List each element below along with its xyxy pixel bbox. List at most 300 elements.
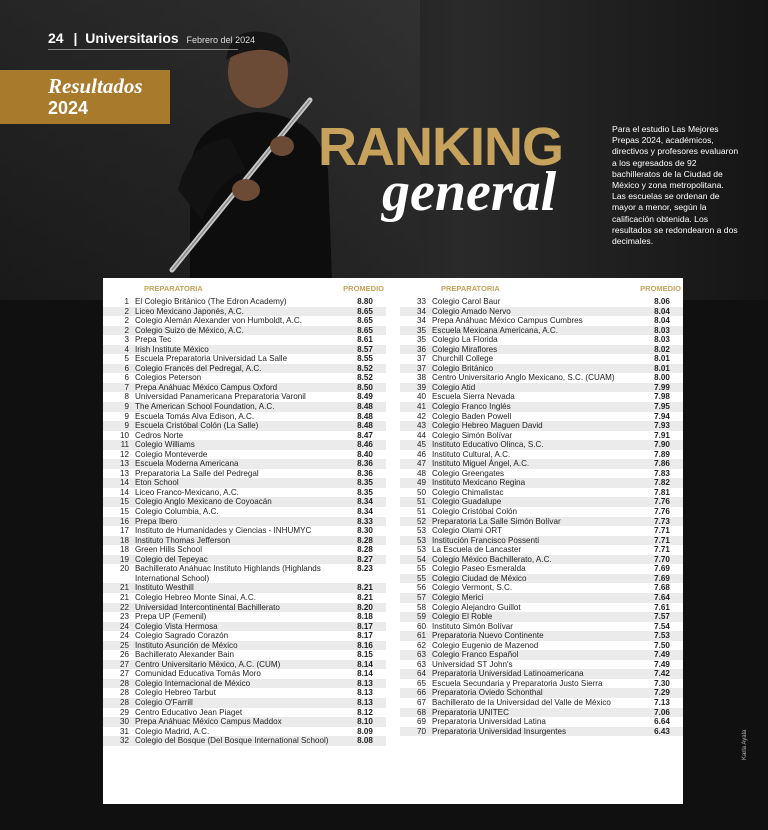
table-row <box>103 536 386 546</box>
average-score: 8.20 <box>357 602 373 612</box>
table-row <box>400 679 683 689</box>
rank-number: 46 <box>416 449 426 459</box>
school-name: Colegio Alemán Alexander von Humboldt, A.C. <box>135 316 302 326</box>
average-score: 8.01 <box>654 363 670 373</box>
rank-number: 19 <box>119 554 129 564</box>
average-score: 8.04 <box>654 316 670 326</box>
rank-number: 65 <box>416 678 426 688</box>
school-name: Colegios Peterson <box>135 373 202 383</box>
table-row <box>103 679 386 689</box>
school-name: Prepa Tec <box>135 335 172 345</box>
average-score: 8.50 <box>357 382 373 392</box>
school-name: Colegio Miraflores <box>432 344 498 354</box>
table-row <box>400 507 683 517</box>
school-name: Preparatoria La Salle Simón Bolívar <box>432 516 561 526</box>
rank-number: 36 <box>416 344 426 354</box>
school-name: La Escuela de Lancaster <box>432 545 522 555</box>
rank-number: 27 <box>119 669 129 679</box>
school-name: Prepa Anáhuac México Campus Maddox <box>135 717 282 727</box>
rank-number: 6 <box>124 373 129 383</box>
average-score: 7.76 <box>654 507 670 517</box>
rank-number: 55 <box>416 564 426 574</box>
school-name: Universidad ST John's <box>432 659 513 669</box>
table-row <box>400 459 683 469</box>
rank-number: 34 <box>416 316 426 326</box>
school-name: Prepa Anáhuac México Campus Oxford <box>135 382 278 392</box>
average-score: 8.14 <box>357 659 373 669</box>
rank-number: 63 <box>416 650 426 660</box>
average-score: 7.57 <box>654 612 670 622</box>
table-row <box>103 478 386 488</box>
rank-number: 37 <box>416 354 426 364</box>
table-row <box>103 354 386 364</box>
table-row <box>400 316 683 326</box>
average-score: 7.49 <box>654 659 670 669</box>
school-name: Universidad Intercontinental Bachillerato <box>135 602 280 612</box>
school-name: Preparatoria Nuevo Continente <box>432 631 544 641</box>
rank-number: 17 <box>119 526 129 536</box>
average-score: 7.83 <box>654 468 670 478</box>
rank-number: 2 <box>124 325 129 335</box>
table-row <box>103 402 386 412</box>
school-name: Colegio Hebreo Monte Sinai, A.C. <box>135 592 257 602</box>
table-row <box>400 354 683 364</box>
rank-number: 23 <box>119 612 129 622</box>
table-row <box>103 669 386 679</box>
average-score: 8.36 <box>357 459 373 469</box>
average-score: 8.21 <box>357 583 373 593</box>
average-score: 8.36 <box>357 468 373 478</box>
table-row <box>103 326 386 336</box>
table-row <box>400 326 683 336</box>
average-score: 8.52 <box>357 373 373 383</box>
average-score: 8.65 <box>357 316 373 326</box>
school-name: Preparatoria UNITEC <box>432 707 509 717</box>
rows-left <box>103 297 386 746</box>
rank-number: 57 <box>416 592 426 602</box>
rank-number: 22 <box>119 602 129 612</box>
school-name: Escuela Secundaria y Preparatoria Justo Sierra <box>432 678 603 688</box>
ranking-column-left <box>103 278 386 746</box>
average-score: 8.46 <box>357 440 373 450</box>
average-score: 7.89 <box>654 449 670 459</box>
average-score: 7.71 <box>654 526 670 536</box>
average-score: 8.35 <box>357 487 373 497</box>
results-tag-label: Resultados <box>48 74 143 98</box>
school-name: Colegio Internacional de México <box>135 678 251 688</box>
rank-number: 9 <box>124 421 129 431</box>
rank-number: 14 <box>119 487 129 497</box>
school-name: Escuela Sierra Nevada <box>432 392 515 402</box>
school-name: Colegio Simón Bolívar <box>432 430 513 440</box>
rank-number: 48 <box>416 468 426 478</box>
table-row <box>400 517 683 527</box>
table-row <box>103 564 386 583</box>
school-name: Colegio Carol Baur <box>432 297 501 306</box>
table-row <box>103 450 386 460</box>
table-row <box>400 345 683 355</box>
average-score: 7.13 <box>654 697 670 707</box>
intro-text: Para el estudio Las Mejores Prepas 2024, académicos, directivos y profesores evaluaron a los egresados de 92 bachilleratos de la Ciudad de México y zona metropolitana. Las escuelas se ordenan de mayor a menor, según la calificación obtenida. Los resultados se redondearon a dos decimales. <box>612 124 739 247</box>
school-name: Colegio Cristóbal Colón <box>432 507 518 517</box>
photo-credit: Karla Ayala <box>742 729 748 760</box>
rank-number: 67 <box>416 697 426 707</box>
rank-number: 62 <box>416 640 426 650</box>
average-score: 7.61 <box>654 602 670 612</box>
hero-photo-area <box>0 0 768 300</box>
rank-number: 38 <box>416 373 426 383</box>
school-name: Colegio Franco Inglés <box>432 402 511 412</box>
table-row <box>400 698 683 708</box>
average-score: 8.47 <box>357 430 373 440</box>
school-name: Comunidad Educativa Tomás Moro <box>135 669 261 679</box>
rank-number: 24 <box>119 631 129 641</box>
school-name: Prepa Ibero <box>135 516 178 526</box>
rank-number: 63 <box>416 659 426 669</box>
section-name: Universitarios <box>85 30 179 46</box>
table-row <box>103 297 386 307</box>
school-name: Institución Francisco Possenti <box>432 535 540 545</box>
table-row <box>400 545 683 555</box>
header-score: PROMEDIO <box>343 284 384 293</box>
school-name: Preparatoria Universidad Insurgentes <box>432 726 567 736</box>
school-name: Colegio Hebreo Maguen David <box>432 421 543 431</box>
rank-number: 10 <box>119 430 129 440</box>
table-row <box>103 431 386 441</box>
rank-number: 25 <box>119 640 129 650</box>
table-row <box>103 526 386 536</box>
table-row <box>400 688 683 698</box>
table-row <box>103 412 386 422</box>
rows-right <box>400 297 683 736</box>
average-score: 8.35 <box>357 478 373 488</box>
school-name: Liceo Franco-Mexicano, A.C. <box>135 487 239 497</box>
school-name: Instituto Westhill <box>135 583 194 593</box>
rank-number: 39 <box>416 382 426 392</box>
table-row <box>103 622 386 632</box>
rank-number: 3 <box>124 335 129 345</box>
table-row <box>103 488 386 498</box>
school-name: Instituto Cultural, A.C. <box>432 449 511 459</box>
average-score: 7.71 <box>654 535 670 545</box>
school-name: Colegio Amado Nervo <box>432 306 511 316</box>
issue-date: Febrero del 2024 <box>186 35 256 45</box>
table-row <box>103 383 386 393</box>
rank-number: 59 <box>416 612 426 622</box>
rank-number: 47 <box>416 459 426 469</box>
table-row <box>103 345 386 355</box>
average-score: 8.61 <box>357 335 373 345</box>
table-row <box>400 583 683 593</box>
table-row <box>400 469 683 479</box>
table-row <box>400 402 683 412</box>
rank-number: 66 <box>416 688 426 698</box>
school-name: Preparatoria Universidad Latinoamericana <box>432 669 584 679</box>
rank-number: 52 <box>416 516 426 526</box>
school-name: Eton School <box>135 478 179 488</box>
average-score: 8.06 <box>654 297 670 306</box>
average-score: 8.49 <box>357 392 373 402</box>
rank-number: 33 <box>416 297 426 306</box>
rank-number: 40 <box>416 392 426 402</box>
average-score: 7.86 <box>654 459 670 469</box>
school-name: Green Hills School <box>135 545 203 555</box>
rank-number: 34 <box>416 306 426 316</box>
table-row <box>103 316 386 326</box>
rank-number: 24 <box>119 621 129 631</box>
average-score: 8.03 <box>654 325 670 335</box>
rank-number: 15 <box>119 497 129 507</box>
average-score: 7.30 <box>654 678 670 688</box>
table-row <box>400 497 683 507</box>
school-name: Preparatoria Universidad Latina <box>432 717 546 727</box>
rank-number: 27 <box>119 659 129 669</box>
school-name: Bachillerato de la Universidad del Valle de México <box>432 697 611 707</box>
school-name: Escuela Moderna Americana <box>135 459 239 469</box>
table-header <box>103 278 386 297</box>
table-row <box>103 497 386 507</box>
rank-number: 28 <box>119 688 129 698</box>
average-score: 7.93 <box>654 421 670 431</box>
school-name: Colegio Columbia, A.C. <box>135 507 219 517</box>
average-score: 8.33 <box>357 516 373 526</box>
table-row <box>400 574 683 584</box>
school-name: Colegio Ciudad de México <box>432 573 527 583</box>
rank-number: 53 <box>416 526 426 536</box>
rank-number: 7 <box>124 382 129 392</box>
rank-number: 31 <box>119 726 129 736</box>
table-row <box>103 364 386 374</box>
table-row <box>103 307 386 317</box>
school-name: El Colegio Británico (The Edron Academy) <box>135 297 287 306</box>
average-score: 8.48 <box>357 402 373 412</box>
average-score: 7.49 <box>654 650 670 660</box>
rank-number: 4 <box>124 344 129 354</box>
table-row <box>400 669 683 679</box>
rank-number: 35 <box>416 325 426 335</box>
table-row <box>400 431 683 441</box>
rank-number: 8 <box>124 392 129 402</box>
average-score: 7.50 <box>654 640 670 650</box>
table-row <box>103 717 386 727</box>
results-tag <box>0 70 170 124</box>
school-name: Escuela Cristóbal Colón (La Salle) <box>135 421 259 431</box>
school-name: Colegio Madrid, A.C. <box>135 726 210 736</box>
table-row <box>400 727 683 737</box>
average-score: 7.53 <box>654 631 670 641</box>
rank-number: 54 <box>416 554 426 564</box>
rank-number: 21 <box>119 583 129 593</box>
table-row <box>103 459 386 469</box>
school-name: Churchill College <box>432 354 494 364</box>
table-row <box>103 440 386 450</box>
rank-number: 43 <box>416 421 426 431</box>
rank-number: 5 <box>124 354 129 364</box>
header-score: PROMEDIO <box>640 284 681 293</box>
header-divider: | <box>73 30 78 46</box>
rank-number: 56 <box>416 583 426 593</box>
table-row <box>103 631 386 641</box>
rank-number: 6 <box>124 363 129 373</box>
school-name: Colegio Vista Hermosa <box>135 621 218 631</box>
average-score: 8.34 <box>357 507 373 517</box>
school-name: Centro Educativo Jean Piaget <box>135 707 243 717</box>
average-score: 6.64 <box>654 717 670 727</box>
average-score: 8.65 <box>357 325 373 335</box>
school-name: Colegio Monteverde <box>135 449 208 459</box>
average-score: 7.82 <box>654 478 670 488</box>
average-score: 8.02 <box>654 344 670 354</box>
average-score: 8.40 <box>357 449 373 459</box>
school-name: Preparatoria Oviedo Schonthal <box>432 688 543 698</box>
average-score: 8.08 <box>357 736 373 746</box>
rank-number: 29 <box>119 707 129 717</box>
table-row <box>400 622 683 632</box>
school-name: Instituto Educativo Olinca, S.C. <box>432 440 544 450</box>
table-row <box>400 307 683 317</box>
table-row <box>103 593 386 603</box>
average-score: 8.17 <box>357 621 373 631</box>
average-score: 8.13 <box>357 688 373 698</box>
table-row <box>400 364 683 374</box>
average-score: 7.29 <box>654 688 670 698</box>
rank-number: 30 <box>119 717 129 727</box>
rank-number: 58 <box>416 602 426 612</box>
average-score: 8.13 <box>357 697 373 707</box>
table-row <box>400 564 683 574</box>
school-name: Prepa UP (Femenil) <box>135 612 207 622</box>
table-row <box>400 421 683 431</box>
school-name: Colegio Suizo de México, A.C. <box>135 325 244 335</box>
table-row <box>400 631 683 641</box>
rank-number: 42 <box>416 411 426 421</box>
rank-number: 26 <box>119 650 129 660</box>
school-name: Instituto de Humanidades y Ciencias - INHUMYC <box>135 526 312 536</box>
rank-number: 18 <box>119 545 129 555</box>
average-score: 7.69 <box>654 573 670 583</box>
school-name: Instituto Miguel Ángel, A.C. <box>432 459 530 469</box>
ranking-table <box>103 278 683 804</box>
rank-number: 60 <box>416 621 426 631</box>
average-score: 8.18 <box>357 612 373 622</box>
rank-number: 14 <box>119 478 129 488</box>
rank-number: 16 <box>119 516 129 526</box>
rank-number: 20 <box>119 564 129 574</box>
rank-number: 44 <box>416 430 426 440</box>
rank-number: 51 <box>416 497 426 507</box>
average-score: 8.23 <box>357 564 373 574</box>
school-name: Prepa Anáhuac México Campus Cumbres <box>432 316 583 326</box>
table-row <box>103 545 386 555</box>
school-name: Colegio Eugenio de Mazenod <box>432 640 539 650</box>
table-row <box>400 650 683 660</box>
school-name: Colegio Chimalistac <box>432 487 504 497</box>
rank-number: 28 <box>119 697 129 707</box>
rank-number: 69 <box>416 717 426 727</box>
rank-number: 35 <box>416 335 426 345</box>
rank-number: 12 <box>119 449 129 459</box>
table-row <box>400 392 683 402</box>
rank-number: 32 <box>119 736 129 746</box>
page-number: 24 <box>48 30 64 46</box>
table-row <box>103 650 386 660</box>
average-score: 7.68 <box>654 583 670 593</box>
school-name: Colegio El Roble <box>432 612 493 622</box>
average-score: 8.21 <box>357 592 373 602</box>
table-row <box>400 488 683 498</box>
school-name: Centro Universitario México, A.C. (CUM) <box>135 659 281 669</box>
rank-number: 9 <box>124 402 129 412</box>
school-name: Colegio O'Farrill <box>135 697 193 707</box>
ranking-column-right <box>400 278 683 736</box>
table-row <box>103 727 386 737</box>
average-score: 8.48 <box>357 421 373 431</box>
average-score: 7.69 <box>654 564 670 574</box>
average-score: 8.27 <box>357 554 373 564</box>
school-name: Colegio Atid <box>432 382 476 392</box>
average-score: 8.80 <box>357 297 373 306</box>
table-row <box>400 555 683 565</box>
school-name: Cedros Norte <box>135 430 184 440</box>
table-row <box>103 373 386 383</box>
average-score: 7.91 <box>654 430 670 440</box>
school-name: Instituto Mexicano Regina <box>432 478 526 488</box>
average-score: 8.65 <box>357 306 373 316</box>
average-score: 7.42 <box>654 669 670 679</box>
rank-number: 15 <box>119 507 129 517</box>
rank-number: 64 <box>416 669 426 679</box>
table-row <box>103 708 386 718</box>
table-row <box>400 708 683 718</box>
rank-number: 50 <box>416 487 426 497</box>
school-name: Colegio México Bachillerato, A.C. <box>432 554 552 564</box>
table-row <box>103 517 386 527</box>
school-name: Colegio Franco Español <box>432 650 519 660</box>
average-score: 8.15 <box>357 650 373 660</box>
average-score: 7.64 <box>654 592 670 602</box>
average-score: 7.71 <box>654 545 670 555</box>
rank-number: 49 <box>416 478 426 488</box>
average-score: 6.43 <box>654 726 670 736</box>
average-score: 8.00 <box>654 373 670 383</box>
average-score: 8.13 <box>357 678 373 688</box>
school-name: Colegio Anglo Mexicano de Coyoacán <box>135 497 272 507</box>
average-score: 8.52 <box>357 363 373 373</box>
school-name: Liceo Mexicano Japonés, A.C. <box>135 306 244 316</box>
table-row <box>400 536 683 546</box>
rank-number: 45 <box>416 440 426 450</box>
average-score: 8.09 <box>357 726 373 736</box>
table-row <box>400 612 683 622</box>
table-row <box>103 688 386 698</box>
title-ranking: RANKING <box>318 117 563 177</box>
table-row <box>400 641 683 651</box>
table-row <box>400 440 683 450</box>
average-score: 8.55 <box>357 354 373 364</box>
table-row <box>103 469 386 479</box>
average-score: 8.28 <box>357 545 373 555</box>
average-score: 8.04 <box>654 306 670 316</box>
average-score: 8.03 <box>654 335 670 345</box>
table-row <box>103 583 386 593</box>
average-score: 7.90 <box>654 440 670 450</box>
average-score: 7.73 <box>654 516 670 526</box>
header-school: PREPARATORIA <box>441 284 500 293</box>
page-header <box>48 30 255 46</box>
school-name: Bachillerato Alexander Bain <box>135 650 234 660</box>
table-row <box>103 392 386 402</box>
school-name: Escuela Mexicana Americana, A.C. <box>432 325 558 335</box>
